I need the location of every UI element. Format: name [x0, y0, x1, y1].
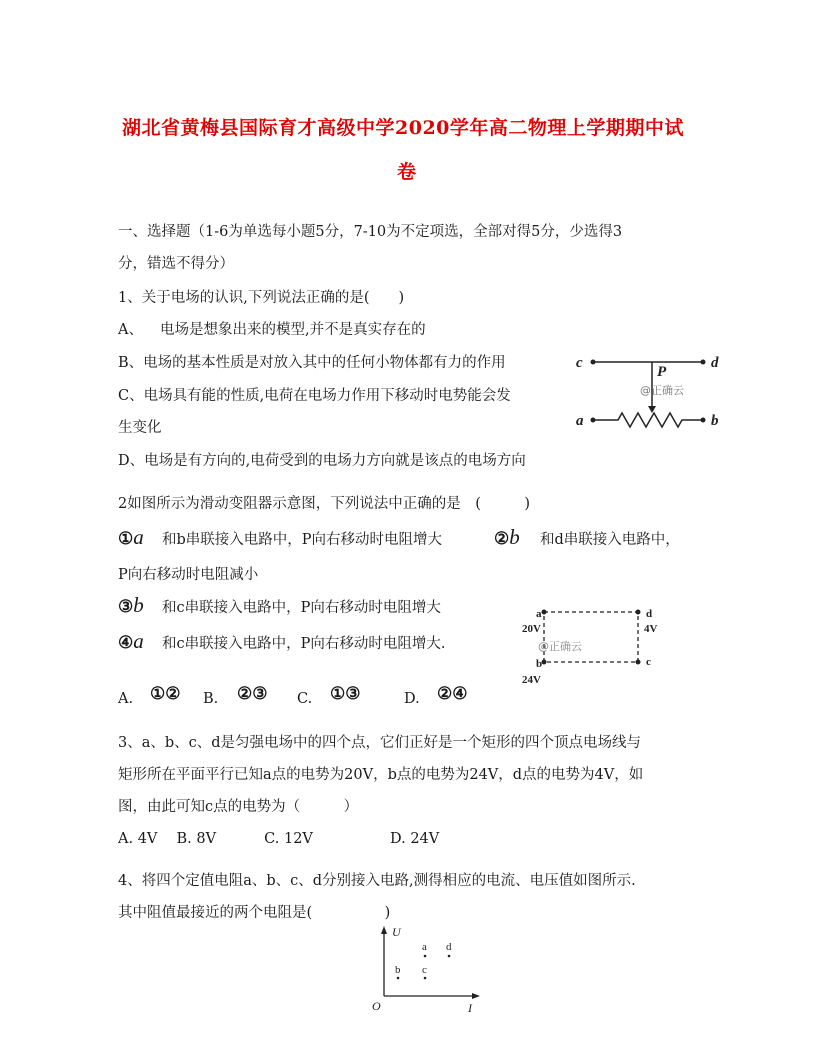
q2-statement-4	[118, 629, 144, 654]
q2-choice-d-label: D.	[404, 691, 420, 707]
q2-statement-2-cont: P向右移动时电阻减小	[118, 567, 259, 583]
q3-stem-line1: 3、a、b、c、d是匀强电场中的四个点，它们正好是一个矩形的四个顶点电场线与	[118, 735, 642, 751]
rheostat-figure	[574, 350, 724, 434]
page-title-line2: 卷	[397, 161, 417, 183]
rectangle-potential-figure	[518, 604, 668, 690]
origin-label: O	[372, 999, 381, 1013]
i-axis-arrow	[472, 993, 480, 999]
statement-letter: a	[133, 525, 144, 549]
q3-stem-line3: 图，由此可知c点的电势为（ ）	[118, 799, 359, 815]
q1-option-b: B、电场的基本性质是对放入其中的任何小物体都有力的作用	[118, 355, 506, 371]
q2-choice-b-label: B.	[203, 691, 219, 707]
q1-option-a-text: 电场是想象出来的模型,并不是真实存在的	[160, 322, 426, 338]
resistor-coil	[595, 413, 701, 427]
potential-d-label: 4V	[644, 623, 658, 635]
u-axis-label: U	[392, 925, 401, 939]
q2-statement-1	[118, 525, 144, 550]
q2-statement-2-text: 和d串联接入电路中，	[540, 532, 680, 548]
q4-stem-line1: 4、将四个定值电阻a、b、c、d分别接入电路,测得相应的电流、电压值如图所示.	[118, 873, 636, 889]
label-p: P	[657, 364, 667, 380]
statement-letter: a	[133, 629, 144, 653]
q2-choice-a-value: ①②	[150, 684, 181, 704]
q2-choice-d-value: ②④	[437, 684, 468, 704]
q4-stem-line2: 其中阻值最接近的两个电阻是( )	[118, 905, 391, 921]
section-heading-line1: 一、选择题（1-6为单选每小题5分，7-10为不定项选，全部对得5分，少选得3	[118, 224, 623, 240]
q3-choices: A. 4V B. 8V C. 12V D. 24V	[118, 831, 440, 847]
label-b: b	[711, 413, 719, 429]
u-axis-arrow	[381, 926, 387, 934]
q2-statement-1-text: 和b串联接入电路中，P向右移动时电阻增大	[162, 532, 443, 548]
terminal-c-dot	[591, 360, 596, 365]
q1-option-a-label: A、	[118, 322, 143, 338]
statement-number: ④	[118, 633, 134, 653]
q2-choice-b-value: ②③	[237, 684, 268, 704]
q2-choice-c-label: C.	[297, 691, 313, 707]
label-d: d	[711, 355, 719, 371]
statement-letter: b	[509, 525, 520, 549]
statement-number: ②	[494, 529, 510, 549]
label-c: c	[646, 656, 651, 668]
dashed-rectangle	[544, 612, 638, 662]
q1-option-c-line2: 生变化	[118, 420, 162, 436]
point-a-label: a	[422, 941, 427, 953]
label-a: a	[576, 413, 584, 429]
point-c-label: c	[422, 964, 427, 976]
terminal-b-dot	[701, 418, 706, 423]
point-d-dot	[448, 955, 451, 958]
point-a-dot	[542, 610, 547, 615]
slider-arrow	[648, 406, 656, 413]
terminal-a-dot	[591, 418, 596, 423]
potential-a-label: 20V	[522, 623, 541, 635]
terminal-d-dot	[701, 360, 706, 365]
q2-choice-c-value: ①③	[330, 684, 361, 704]
section-heading-line2: 分，错选不得分）	[118, 256, 234, 272]
point-b-label: b	[395, 964, 401, 976]
point-d-label: d	[446, 941, 452, 953]
statement-letter: b	[133, 593, 144, 617]
label-c: c	[576, 355, 583, 371]
watermark: @正确云	[640, 384, 684, 397]
q1-option-d: D、电场是有方向的,电荷受到的电场力方向就是该点的电场方向	[118, 453, 526, 469]
page-title-line1: 湖北省黄梅县国际育才高级中学2020学年高二物理上学期期中试	[122, 117, 684, 139]
label-a: a	[536, 608, 542, 620]
q2-choice-a-label: A.	[118, 691, 134, 707]
q3-stem-line2: 矩形所在平面平行已知a点的电势为20V，b点的电势为24V，d点的电势为4V，如	[118, 767, 644, 783]
point-c-dot	[424, 977, 427, 980]
q2-statement-3	[118, 593, 144, 618]
point-c-dot	[636, 660, 641, 665]
i-axis-label: I	[468, 1001, 472, 1014]
q2-statement-4-text: 和c串联接入电路中，P向右移动时电阻增大.	[162, 636, 446, 652]
potential-b-label: 24V	[522, 674, 541, 686]
statement-number: ①	[118, 529, 134, 549]
q1-stem: 1、关于电场的认识,下列说法正确的是( )	[118, 290, 405, 306]
statement-number: ③	[118, 597, 134, 617]
watermark: @正确云	[538, 640, 582, 653]
point-b-dot	[397, 977, 400, 980]
label-d: d	[646, 608, 653, 620]
q2-statement-2	[494, 525, 520, 550]
q1-option-c-line1: C、电场具有能的性质,电荷在电场力作用下移动时电势能会发	[118, 388, 511, 404]
point-a-dot	[424, 955, 427, 958]
point-d-dot	[636, 610, 641, 615]
point-b-dot	[542, 660, 547, 665]
q2-stem: 2如图所示为滑动变阻器示意图，下列说法中正确的是 ( )	[118, 496, 531, 512]
label-b: b	[536, 658, 543, 670]
q2-statement-3-text: 和c串联接入电路中，P向右移动时电阻增大	[162, 600, 441, 616]
ui-graph-figure	[368, 922, 488, 1014]
